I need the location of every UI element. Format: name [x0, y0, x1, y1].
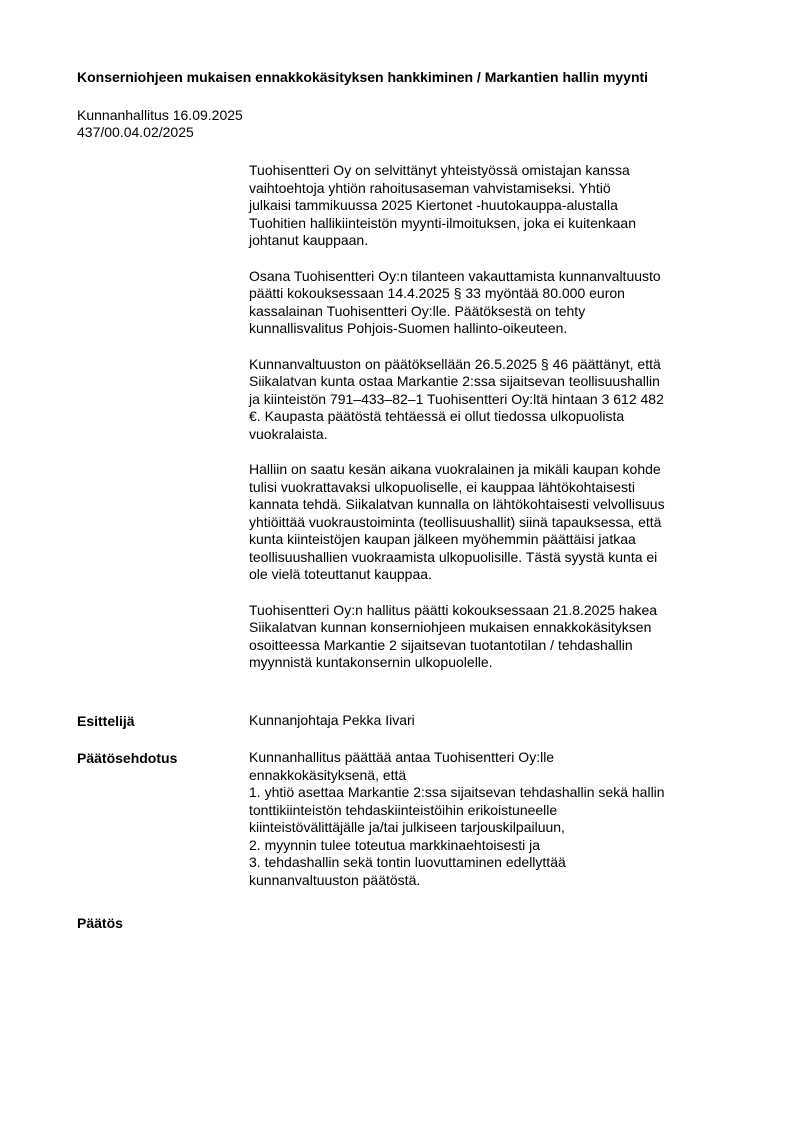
- paragraph: [249, 356, 739, 444]
- paragraph: [249, 461, 739, 584]
- document-title: Konserniohjeen mukaisen ennakkokäsityksen hankkiminen / Markantien hallin myynti: [77, 69, 649, 85]
- case-description: [249, 162, 739, 690]
- text-line: Tuohisentteri Oy:n hallitus päätti kokouksessaan 21.8.2025 hakea: [249, 601, 658, 618]
- presenter-value: [249, 712, 415, 730]
- text-line: kiinteistövälittäjälle ja/tai julkiseen tarjouskilpailuun,: [249, 819, 565, 835]
- text-line: vuokralaista.: [249, 425, 328, 442]
- presenter-name: Kunnanjohtaja Pekka Iivari: [249, 712, 415, 728]
- text-line: yhtiöittää vuokraustoiminta (teollisuushallit) siinä tapauksessa, että: [249, 513, 662, 530]
- presenter-label: Esittelijä: [77, 713, 135, 729]
- text-line: Siikalatvan kunta ostaa Markantie 2:ssa sijaitsevan teollisuushallin: [249, 373, 660, 389]
- meeting-date: Kunnanhallitus 16.09.2025: [77, 107, 243, 123]
- text-line: osoitteessa Markantie 2 sijaitsevan tuotantotilan / tehdashallin: [249, 636, 633, 653]
- text-line: Osana Tuohisentteri Oy:n tilanteen vakauttamista kunnanvaltuusto: [249, 267, 661, 284]
- proposal-label: Päätösehdotus: [77, 750, 178, 766]
- text-line: Tuohitien hallikiinteistön myynti-ilmoituksen, joka ei kuitenkaan: [249, 214, 637, 231]
- decision-label: Päätös: [77, 915, 123, 931]
- text-line: julkaisi tammikuussa 2025 Kiertonet -huutokauppa-alustalla: [249, 197, 618, 213]
- text-line: tulisi vuokrattavaksi ulkopuoliselle, ei kauppaa lähtökohtaisesti: [249, 478, 635, 495]
- text-line: vaihtoehtoja yhtiön rahoitusaseman vahvistamiseksi. Yhtiö: [249, 179, 611, 196]
- text-line: 2. myynnin tulee toteutua markkinaehtoisesti ja: [249, 836, 541, 853]
- text-line: Kunnanvaltuuston on päätöksellään 26.5.2025 § 46 päättänyt, että: [249, 355, 661, 372]
- proposal-text: [249, 749, 665, 889]
- text-line: kunnallisvalitus Pohjois-Suomen hallinto-oikeuteen.: [249, 320, 568, 336]
- text-line: tonttikiinteistön tehdaskiinteistöihin erikoistuneelle: [249, 801, 558, 818]
- meeting-meta: [77, 107, 243, 141]
- text-line: kassalainan Tuohisentteri Oy:lle. Päätöksestä on tehty: [249, 302, 586, 319]
- text-line: 3. tehdashallin sekä tontin luovuttaminen edellyttää: [249, 854, 566, 870]
- text-line: myynnistä kuntakonsernin ulkopuolelle.: [249, 654, 493, 670]
- case-number: 437/00.04.02/2025: [77, 124, 194, 140]
- text-line: päätti kokouksessaan 14.4.2025 § 33 myöntää 80.000 euron: [249, 285, 625, 301]
- paragraph: [249, 268, 739, 338]
- text-line: €. Kaupasta päätöstä tehtäessä ei ollut tiedossa ulkopuolista: [249, 408, 625, 424]
- text-line: kannata tehdä. Siikalatvan kunnalla on lähtökohtaisesti velvollisuus: [249, 496, 665, 512]
- text-line: Siikalatvan kunnan konserniohjeen mukaisen ennakkokäsityksen: [249, 619, 652, 635]
- text-line: teollisuushallien vuokraamista ulkopuolisille. Tästä syystä kunta ei: [249, 548, 658, 565]
- text-line: Tuohisentteri Oy on selvittänyt yhteistyössä omistajan kanssa: [249, 162, 630, 178]
- text-line: 1. yhtiö asettaa Markantie 2:ssa sijaitsevan tehdashallin sekä hallin: [249, 784, 665, 800]
- text-line: Kunnanhallitus päättää antaa Tuohisentteri Oy:lle: [249, 749, 555, 765]
- text-line: ja kiinteistön 791–433–82–1 Tuohisentteri Oy:ltä hintaan 3 612 482: [249, 390, 664, 407]
- text-line: johtanut kauppaan.: [249, 232, 369, 248]
- text-line: ole vielä toteuttanut kauppaa.: [249, 566, 432, 582]
- text-line: ennakkokäsityksenä, että: [249, 766, 407, 783]
- text-line: Halliin on saatu kesän aikana vuokralainen ja mikäli kaupan kohde: [249, 461, 661, 477]
- text-line: kunnanvaltuuston päätöstä.: [249, 871, 421, 888]
- paragraph: [249, 602, 739, 672]
- paragraph: [249, 162, 739, 250]
- text-line: kunta kiinteistöjen kaupan jälkeen myöhemmin päättäisi jatkaa: [249, 531, 636, 547]
